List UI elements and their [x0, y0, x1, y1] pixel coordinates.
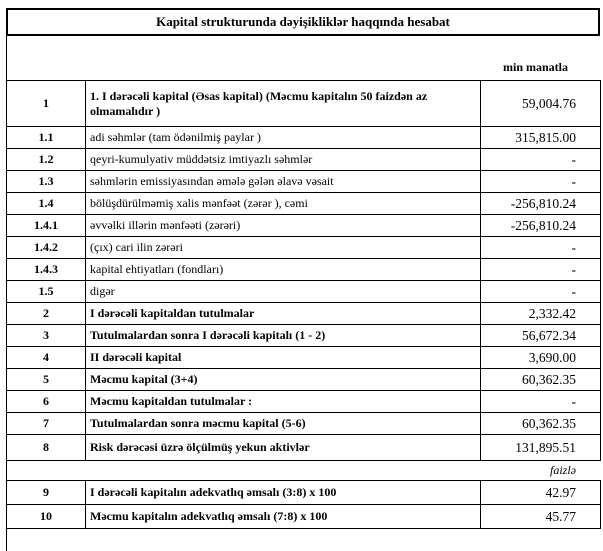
row-value-cell: 45.77 — [481, 505, 601, 529]
row-value-cell: -256,810.24 — [481, 215, 601, 237]
row-value-cell: - — [481, 259, 601, 281]
table-row — [7, 303, 601, 325]
table-row — [7, 259, 601, 281]
row-label-cell: (çıx) cari ilin zərəri — [86, 237, 481, 259]
row-value-cell: - — [481, 281, 601, 303]
row-value-cell: 56,672.34 — [481, 325, 601, 347]
unit-header: min manatla — [502, 60, 568, 74]
row-value-cell: - — [481, 391, 601, 413]
row-value-cell: 60,362.35 — [481, 369, 601, 391]
percent-header: faizlə — [550, 463, 576, 477]
row-label-cell: əvvəlki illərin mənfəəti (zərəri) — [86, 215, 481, 237]
row-number-cell: 1.4.1 — [7, 215, 86, 237]
adequacy-ratio-table — [6, 480, 601, 529]
row-number-cell: 1.1 — [7, 127, 86, 149]
row-label-cell: Tutulmalardan sonra məcmu kapital (5-6) — [86, 413, 481, 435]
row-label-cell: II dərəcəli kapital — [86, 347, 481, 369]
row-label-cell: kapital ehtiyatları (fondları) — [86, 259, 481, 281]
row-value-cell: - — [481, 237, 601, 259]
report-title — [6, 8, 600, 36]
table-row — [7, 171, 601, 193]
row-number-cell: 2 — [7, 303, 86, 325]
row-number-cell: 7 — [7, 413, 86, 435]
row-number-cell: 1.4.2 — [7, 237, 86, 259]
row-value-cell: 2,332.42 — [481, 303, 601, 325]
table-row — [7, 505, 601, 529]
row-number-cell: 10 — [7, 505, 86, 529]
row-number-cell: 9 — [7, 481, 86, 505]
table-row — [7, 347, 601, 369]
row-value-cell: - — [481, 171, 601, 193]
row-number-cell: 8 — [7, 435, 86, 461]
row-label-cell: I dərəcəli kapitaldan tutulmalar — [86, 303, 481, 325]
table-row — [7, 391, 601, 413]
row-value-cell: 315,815.00 — [481, 127, 601, 149]
row-value-cell: 60,362.35 — [481, 413, 601, 435]
table-row — [7, 149, 601, 171]
row-label-cell: Məcmu kapitaldan tutulmalar : — [86, 391, 481, 413]
table-row — [7, 369, 601, 391]
table-row — [7, 413, 601, 435]
row-number-cell: 1.4 — [7, 193, 86, 215]
row-label-cell: bölüşdürülməmiş xalis mənfəət (zərər ), cəmi — [86, 193, 481, 215]
capital-structure-table — [6, 80, 601, 461]
row-value-cell: 42.97 — [481, 481, 601, 505]
table-row — [7, 481, 601, 505]
row-label-cell: digər — [86, 281, 481, 303]
table-row — [7, 237, 601, 259]
row-label-cell: 1. I dərəcəli kapital (Əsas kapital) (Məcmu kapitalın 50 faizdən az olmamalıdır ) — [86, 81, 481, 127]
row-number-cell: 1.4.3 — [7, 259, 86, 281]
row-number-cell: 5 — [7, 369, 86, 391]
table-row — [7, 193, 601, 215]
row-number-cell: 1.3 — [7, 171, 86, 193]
row-number-cell: 3 — [7, 325, 86, 347]
row-label-cell: Məcmu kapitalın adekvatlıq əmsalı (7:8) x 100 — [86, 505, 481, 529]
row-value-cell: 59,004.76 — [481, 81, 601, 127]
table-row — [7, 281, 601, 303]
row-label-cell: səhmlərin emissiyasından əmələ gələn əlavə vəsait — [86, 171, 481, 193]
table-row — [7, 215, 601, 237]
row-label-cell: adi səhmlər (tam ödənilmiş paylar ) — [86, 127, 481, 149]
table-row — [7, 127, 601, 149]
row-label-cell: Tutulmalardan sonra I dərəcəli kapitalı (1 - 2) — [86, 325, 481, 347]
table-row — [7, 81, 601, 127]
row-value-cell: - — [481, 149, 601, 171]
row-value-cell: 3,690.00 — [481, 347, 601, 369]
row-number-cell: 1.2 — [7, 149, 86, 171]
row-label-cell: Risk dərəcəsi üzrə ölçülmüş yekun aktivlər — [86, 435, 481, 461]
table-row — [7, 325, 601, 347]
row-label-cell: qeyri-kumulyativ müddətsiz imtiyazlı səhmlər — [86, 149, 481, 171]
row-number-cell: 6 — [7, 391, 86, 413]
row-number-cell: 4 — [7, 347, 86, 369]
row-value-cell: -256,810.24 — [481, 193, 601, 215]
report-title-text: Kapital strukturunda dəyişikliklər haqqında hesabat — [156, 14, 450, 29]
row-value-cell: 131,895.51 — [481, 435, 601, 461]
table-row — [7, 435, 601, 461]
row-number-cell: 1.5 — [7, 281, 86, 303]
row-label-cell: Məcmu kapital (3+4) — [86, 369, 481, 391]
row-label-cell: I dərəcəli kapitalın adekvatlıq əmsalı (3:8) x 100 — [86, 481, 481, 505]
row-number-cell: 1 — [7, 81, 86, 127]
